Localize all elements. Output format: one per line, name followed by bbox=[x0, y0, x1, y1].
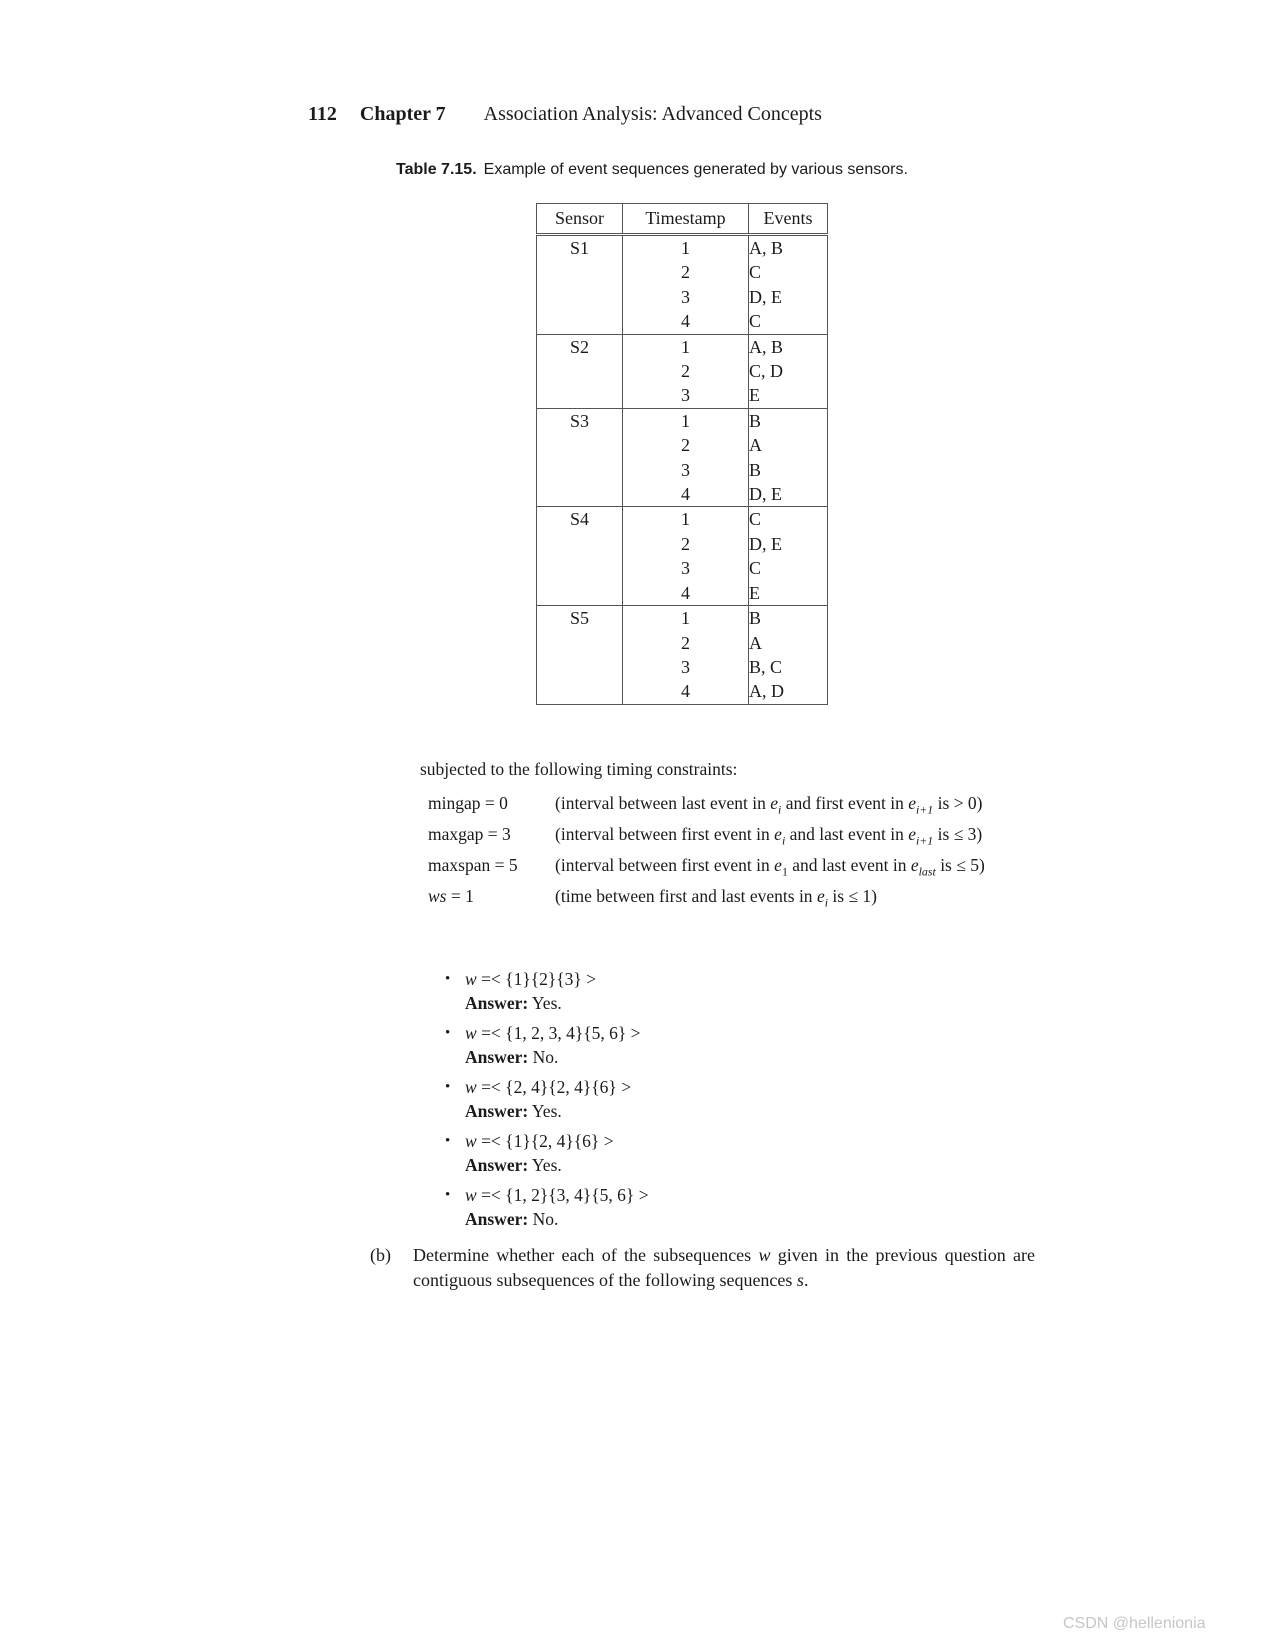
subsequence-expression: w =< {1}{2, 4}{6} > bbox=[465, 1130, 614, 1151]
timestamp-cell: 1 bbox=[623, 408, 749, 433]
events-cell: D, E bbox=[749, 484, 782, 505]
answer-value: No. bbox=[528, 1209, 559, 1230]
events-cell: A, B bbox=[749, 334, 828, 359]
events-cell: C bbox=[749, 311, 762, 332]
subsequence-list bbox=[445, 967, 649, 1237]
bullet-icon: • bbox=[445, 1186, 451, 1203]
subsequence-item-body bbox=[465, 967, 649, 1016]
table-caption-label: Table 7.15. bbox=[396, 161, 477, 178]
timestamp-cell: 2 bbox=[623, 260, 749, 284]
constraint-description: (interval between first event in $e_i$ and last event in $e_{i+1}$ is ≤ 3) bbox=[555, 824, 983, 848]
table-header-row bbox=[537, 204, 828, 235]
table-row bbox=[537, 507, 828, 532]
answer-line bbox=[465, 1045, 649, 1069]
timestamp-cell: 3 bbox=[623, 655, 749, 679]
subsequence-item bbox=[445, 1021, 649, 1070]
constraint-term: maxgap = 3 bbox=[428, 824, 511, 845]
chapter-label: Chapter 7 bbox=[359, 103, 446, 125]
watermark: CSDN @hellenionia bbox=[1063, 1615, 1206, 1632]
subsequence-item-body bbox=[465, 1075, 649, 1124]
sensor-id-cell: S1 bbox=[537, 235, 623, 335]
answer-value: Yes. bbox=[528, 1155, 562, 1176]
timestamp-cell: 4 bbox=[623, 581, 749, 606]
timestamp-cell: 1 bbox=[623, 507, 749, 532]
answer-label: Answer: bbox=[465, 1155, 529, 1176]
subsequence-item bbox=[445, 1075, 649, 1124]
column-header-timestamp: Timestamp bbox=[623, 204, 749, 235]
table-caption-text: Example of event sequences generated by various sensors. bbox=[483, 161, 908, 178]
answer-label: Answer: bbox=[465, 1047, 529, 1068]
table-row bbox=[537, 334, 828, 359]
events-cell: A bbox=[749, 435, 762, 456]
subsequence-expression: w =< {1}{2}{3} > bbox=[465, 969, 597, 989]
part-b-label: (b) bbox=[370, 1245, 391, 1265]
events-cell: C, D bbox=[749, 361, 784, 382]
subsequence-item bbox=[445, 1183, 649, 1232]
page-number: 112 bbox=[308, 103, 337, 125]
timestamp-cell: 1 bbox=[623, 235, 749, 261]
timestamp-cell: 3 bbox=[623, 285, 749, 309]
table-row bbox=[537, 408, 828, 433]
answer-value: Yes. bbox=[528, 993, 562, 1014]
constraints-list bbox=[428, 791, 1060, 914]
column-header-sensor: Sensor bbox=[537, 204, 623, 235]
subsequence-item-body bbox=[465, 1129, 649, 1178]
constraint-description: (interval between last event in $e_i$ and first event in $e_{i+1}$ is > 0) bbox=[555, 793, 983, 817]
sensor-id-cell: S4 bbox=[537, 507, 623, 606]
timestamp-cell: 1 bbox=[623, 606, 749, 631]
constraint-description: (interval between first event in $e_1$ and last event in $e_{last}$ is ≤ 5) bbox=[555, 854, 985, 879]
answer-line bbox=[465, 991, 649, 1015]
part-b-text: Determine whether each of the subsequences w given in the previous question are contiguous subsequences of the following sequences s. bbox=[413, 1245, 1035, 1290]
events-cell: E bbox=[749, 582, 760, 603]
events-cell: A, D bbox=[749, 681, 784, 702]
timestamp-cell: 4 bbox=[623, 309, 749, 334]
table-row bbox=[537, 606, 828, 631]
constraints-intro: subjected to the following timing constraints: bbox=[420, 759, 738, 779]
events-cell: C bbox=[749, 558, 762, 579]
page-header bbox=[308, 103, 822, 126]
answer-label: Answer: bbox=[465, 993, 529, 1014]
subsequence-expression: w =< {2, 4}{2, 4}{6} > bbox=[465, 1076, 632, 1097]
chapter-title: Association Analysis: Advanced Concepts bbox=[483, 103, 822, 125]
events-cell: B bbox=[749, 606, 828, 631]
timestamp-cell: 1 bbox=[623, 334, 749, 359]
timestamp-cell: 2 bbox=[623, 631, 749, 655]
timestamp-cell: 4 bbox=[623, 679, 749, 704]
bullet-icon: • bbox=[445, 971, 451, 987]
events-cell: E bbox=[749, 385, 760, 406]
subsequence-item bbox=[445, 967, 649, 1016]
answer-label: Answer: bbox=[465, 1209, 529, 1230]
events-cell: B, C bbox=[749, 656, 783, 677]
part-b-question bbox=[370, 1243, 1035, 1293]
timestamp-cell: 4 bbox=[623, 482, 749, 507]
timestamp-cell: 3 bbox=[623, 458, 749, 482]
table-caption bbox=[396, 161, 908, 179]
constraint-description: (time between first and last events in $e_i$ is ≤ 1) bbox=[555, 885, 878, 910]
sensor-id-cell: S2 bbox=[537, 334, 623, 408]
subsequence-expression: w =< {1, 2, 3, 4}{5, 6} > bbox=[465, 1022, 641, 1043]
constraint-item bbox=[428, 791, 1060, 822]
timestamp-cell: 2 bbox=[623, 532, 749, 556]
bullet-icon: • bbox=[445, 1078, 451, 1095]
timestamp-cell: 3 bbox=[623, 556, 749, 580]
events-cell: D, E bbox=[749, 286, 782, 307]
table-row bbox=[537, 235, 828, 261]
answer-line bbox=[465, 1099, 649, 1123]
column-header-events: Events bbox=[749, 204, 828, 235]
constraint-term: maxspan = 5 bbox=[428, 854, 518, 875]
constraint-term: mingap = 0 bbox=[428, 793, 508, 814]
sensor-table bbox=[536, 203, 828, 705]
subsequence-expression: w =< {1, 2}{3, 4}{5, 6} > bbox=[465, 1184, 649, 1205]
events-cell: C bbox=[749, 262, 762, 283]
constraint-item bbox=[428, 853, 1060, 884]
subsequence-item bbox=[445, 1129, 649, 1178]
events-cell: C bbox=[749, 507, 828, 532]
events-cell: D, E bbox=[749, 533, 782, 554]
timestamp-cell: 3 bbox=[623, 383, 749, 408]
events-cell: A bbox=[749, 632, 762, 653]
subsequence-item-body bbox=[465, 1021, 649, 1070]
events-cell: B bbox=[749, 459, 762, 480]
events-cell: B bbox=[749, 408, 828, 433]
constraint-item bbox=[428, 884, 1060, 915]
answer-line bbox=[465, 1207, 649, 1231]
constraint-item bbox=[428, 822, 1060, 853]
sensor-id-cell: S3 bbox=[537, 408, 623, 507]
bullet-icon: • bbox=[445, 1132, 451, 1149]
answer-line bbox=[465, 1153, 649, 1177]
constraint-term: ws = 1 bbox=[428, 885, 474, 906]
bullet-icon: • bbox=[445, 1024, 451, 1041]
answer-value: No. bbox=[528, 1047, 559, 1068]
timing-constraints-section bbox=[420, 757, 1060, 914]
answer-label: Answer: bbox=[465, 1101, 529, 1122]
sensor-table-body bbox=[537, 235, 828, 705]
events-cell: A, B bbox=[749, 235, 828, 261]
sensor-id-cell: S5 bbox=[537, 606, 623, 705]
answer-value: Yes. bbox=[528, 1101, 562, 1122]
timestamp-cell: 2 bbox=[623, 433, 749, 457]
timestamp-cell: 2 bbox=[623, 359, 749, 383]
subsequence-item-body bbox=[465, 1183, 649, 1232]
